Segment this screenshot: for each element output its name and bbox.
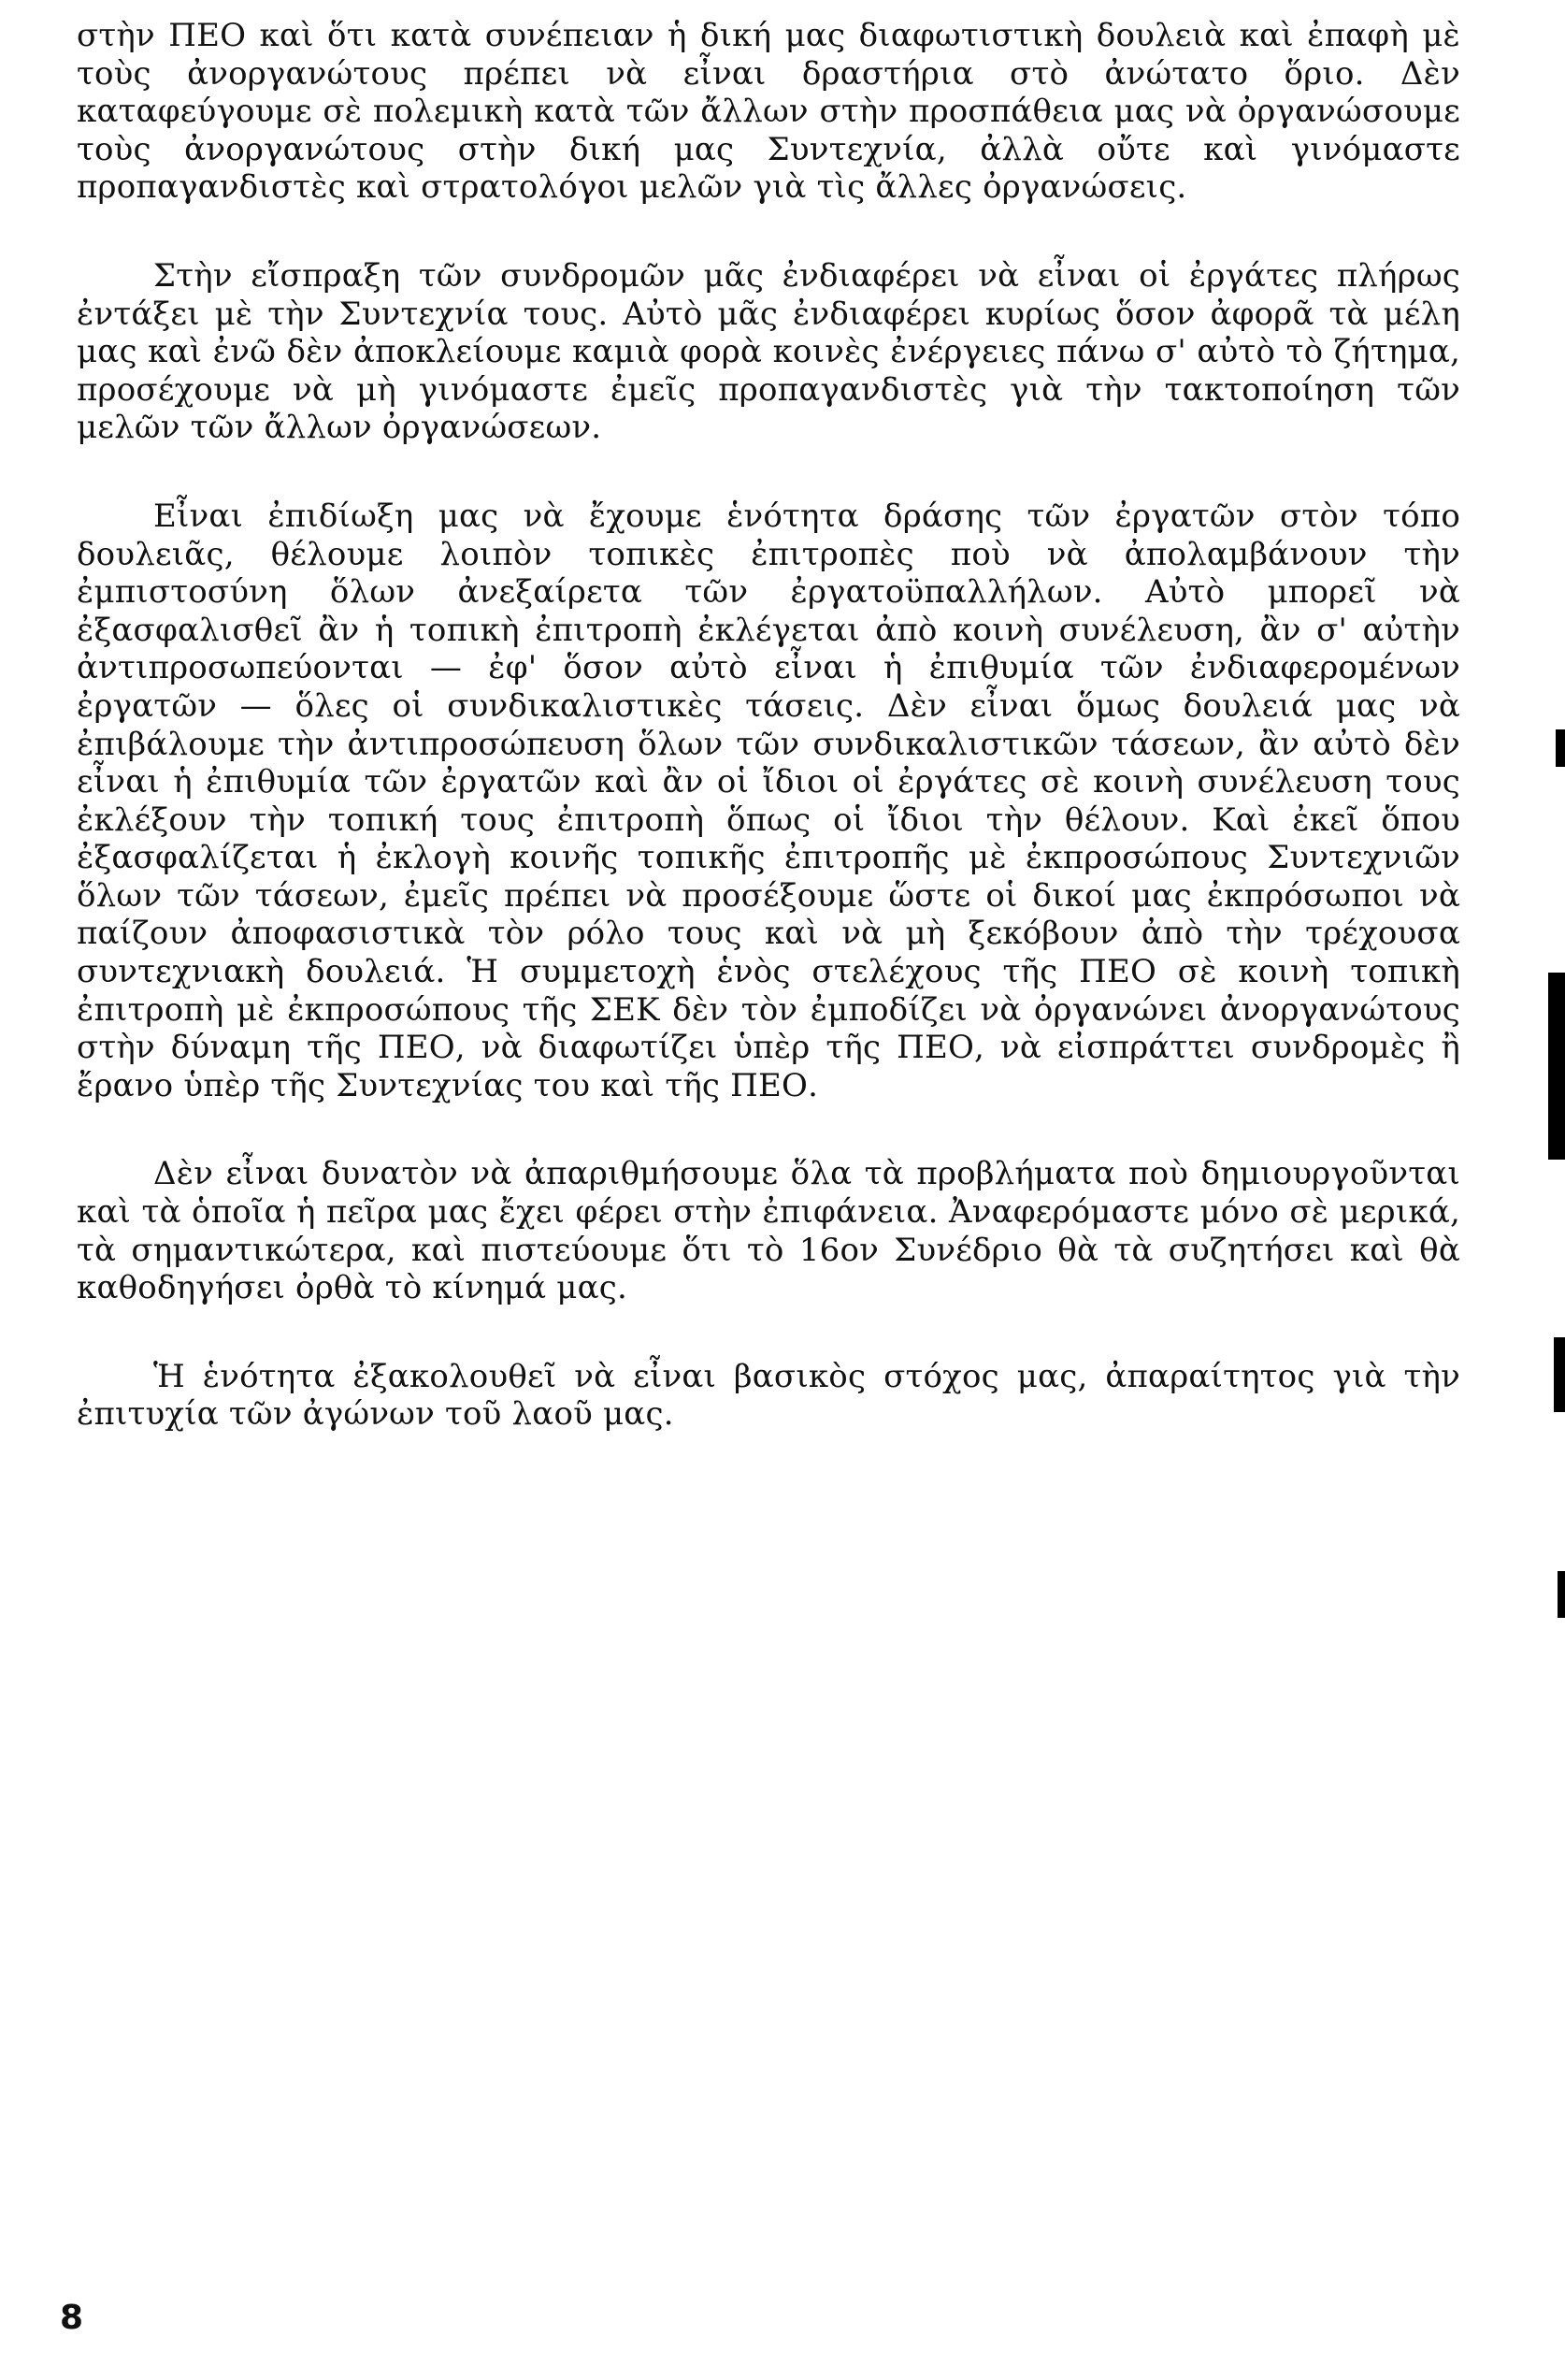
- paragraph-4: Δὲν εἶναι δυνατὸν νὰ ἀπαριθμήσουμε ὅλα τὰ προβλήματα ποὺ δημιουργοῦνται καὶ τὰ ὁποῖα ἡ πεῖρα μας ἔχει φέρει στὴν ἐπιφάνεια. Ἀναφερόμαστε μόνο σὲ μερικά, τὰ σημαντικώτερα, καὶ πιστεύουμε ὅτι τὸ 16ον Συνέδριο θὰ τὰ συζητήσει καὶ θὰ καθοδηγήσει ὀρθὰ τὸ κίνημά μας.: [77, 1155, 1460, 1307]
- body-text: [77, 17, 1460, 1484]
- paragraph-2: Στὴν εἴσπραξη τῶν συνδρομῶν μᾶς ἐνδιαφέρει νὰ εἶναι οἱ ἐργάτες πλήρως ἐντάξει μὲ τὴν Συντεχνία τους. Αὐτὸ μᾶς ἐνδιαφέρει κυρίως ὅσον ἀφορᾶ τὰ μέλη μας καὶ ἐνῶ δὲν ἀποκλείουμε καμιὰ φορὰ κοινὲς ἐνέργειες πάνω σ' αὐτὸ τὸ ζήτημα, προσέχουμε νὰ μὴ γινόμαστε ἐμεῖς προπαγανδιστὲς γιὰ τὴν τακτοποίηση τῶν μελῶν τῶν ἄλλων ὀργανώσεων.: [77, 256, 1460, 447]
- paragraph-5: Ἡ ἑνότητα ἐξακολουθεῖ νὰ εἶναι βασικὸς στόχος μας, ἀπαραίτητος γιὰ τὴν ἐπιτυχία τῶν ἀγώνων τοῦ λαοῦ μας.: [77, 1357, 1460, 1434]
- paragraph-3: Εἶναι ἐπιδίωξη μας νὰ ἔχουμε ἑνότητα δράσης τῶν ἐργατῶν στὸν τόπο δουλειᾶς, θέλουμε λοιπὸν τοπικὲς ἐπιτροπὲς ποὺ νὰ ἀπολαμβάνουν τὴν ἐμπιστοσύνη ὅλων ἀνεξαίρετα τῶν ἐργατοϋπαλλήλων. Αὐτὸ μπορεῖ νὰ ἐξασφαλισθεῖ ἂν ἡ τοπικὴ ἐπιτροπὴ ἐκλέγεται ἀπὸ κοινὴ συνέλευση, ἂν σ' αὐτὴν ἀντιπροσωπεύονται — ἐφ' ὅσον αὐτὸ εἶναι ἡ ἐπιθυμία τῶν ἐνδιαφερομένων ἐργατῶν — ὅλες οἱ συνδικαλιστικὲς τάσεις. Δὲν εἶναι ὅμως δουλειά μας νὰ ἐπιβάλουμε τὴν ἀντιπροσώπευση ὅλων τῶν συνδικαλιστικῶν τάσεων, ἂν αὐτὸ δὲν εἶναι ἡ ἐπιθυμία τῶν ἐργατῶν καὶ ἂν οἱ ἴδιοι οἱ ἐργάτες σὲ κοινὴ συνέλευση τους ἐκλέξουν τὴν τοπική τους ἐπιτροπὴ ὅπως οἱ ἴδιοι τὴν θέλουν. Καὶ ἐκεῖ ὅπου ἐξασφαλίζεται ἡ ἐκλογὴ κοινῆς τοπικῆς ἐπιτροπῆς μὲ ἐκπροσώπους Συντεχνιῶν ὅλων τῶν τάσεων, ἐμεῖς πρέπει νὰ προσέξουμε ὥστε οἱ δικοί μας ἐκπρόσωποι νὰ παίζουν ἀποφασιστικὰ τὸν ρόλο τους καὶ νὰ μὴ ξεκόβουν ἀπὸ τὴν τρέχουσα συντεχνιακὴ δουλειά. Ἡ συμμετοχὴ ἑνὸς στελέχους τῆς ΠΕΟ σὲ κοινὴ τοπικὴ ἐπιτροπὴ μὲ ἐκπροσώπους τῆς ΣΕΚ δὲν τὸν ἐμποδίζει νὰ ὀργανώνει ἀνοργανώτους στὴν δύναμη τῆς ΠΕΟ, νὰ διαφωτίζει ὑπὲρ τῆς ΠΕΟ, νὰ εἰσπράττει συνδρομὲς ἢ ἔρανο ὑπὲρ τῆς Συντεχνίας του καὶ τῆς ΠΕΟ.: [77, 497, 1460, 1104]
- paragraph-1: στὴν ΠΕΟ καὶ ὅτι κατὰ συνέπειαν ἡ δική μας διαφωτιστικὴ δουλειὰ καὶ ἐπαφὴ μὲ τοὺς ἀνοργανώτους πρέπει νὰ εἶναι δραστήρια στὸ ἀνώτατο ὅριο. Δὲν καταφεύγουμε σὲ πολεμικὴ κατὰ τῶν ἄλλων στὴν προσπάθεια μας νὰ ὀργανώσουμε τοὺς ἀνοργανώτους στὴν δική μας Συντεχνία, ἀλλὰ οὔτε καὶ γινόμαστε προπαγανδιστὲς καὶ στρατολόγοι μελῶν γιὰ τὶς ἄλλες ὀργανώσεις.: [77, 17, 1460, 207]
- scan-edge-mark: [1558, 1571, 1565, 1618]
- scan-edge-mark: [1556, 729, 1565, 767]
- scan-edge-mark: [1548, 973, 1565, 1160]
- scan-edge-mark: [1554, 1337, 1565, 1412]
- page-number: 8: [60, 2299, 84, 2337]
